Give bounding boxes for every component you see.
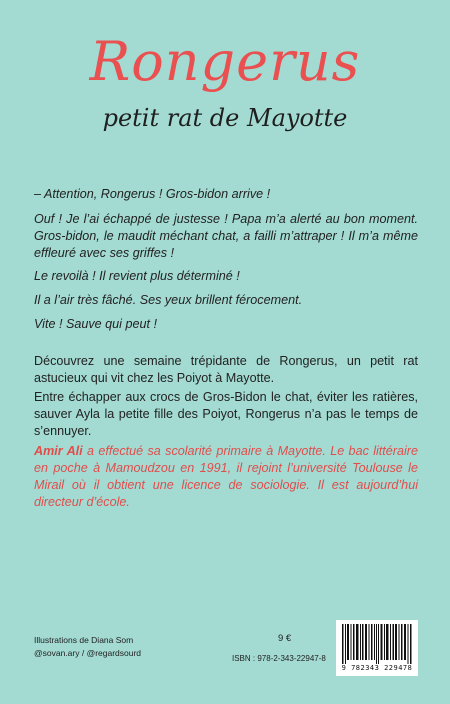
illustrator-credit: Illustrations de Diana Som [34,635,134,645]
author-bio [34,443,418,511]
summary-paragraph: Découvrez une semaine trépidante de Rongerus, un petit rat astucieux qui vit chez les Poiyot à Mayotte. [34,354,418,385]
social-handles: @sovan.ary / @regardsourd [34,648,142,658]
barcode-number: 9 782343 229478 [341,664,413,672]
illustration-credits [34,634,141,660]
barcode-icon [342,624,412,664]
summary-paragraph: Entre échapper aux crocs de Gros-Bidon le chat, éviter les ratières, sauver Ayla la petite fille des Poiyot, Rongerus n’a pas le temps de s’ennuyer. [34,390,418,438]
author-bio-text: a effectué sa scolarité primaire à Mayotte. Le bac littéraire en poche à Mamoudzou en 1991, il rejoint l’université Toulouse le Mirail où il obtient une licence de sociologie. Il est aujourd’hui directeur d’école. [34,444,418,509]
barcode [336,620,418,676]
author-name: Amir Ali [34,444,83,458]
book-subtitle: petit rat de Mayotte [102,104,348,132]
excerpt-line: Vite ! Sauve qui peut ! [34,317,157,331]
book-title: Rongerus [89,30,361,93]
price: 9 € [278,633,292,644]
excerpt-paragraph: Ouf ! Je l’ai échappé de justesse ! Papa m’a alerté au bon moment. Gros-bidon, le maudit méchant chat, a failli m’attraper ! Il m’a même effleuré avec ses griffes ! [34,212,418,260]
excerpt-line: – Attention, Rongerus ! Gros-bidon arrive ! [34,187,271,201]
excerpt-line: Le revoilà ! Il revient plus déterminé ! [34,269,240,283]
excerpt-line: Il a l’air très fâché. Ses yeux brillent férocement. [34,293,303,307]
isbn: ISBN : 978-2-343-22947-8 [232,654,326,663]
